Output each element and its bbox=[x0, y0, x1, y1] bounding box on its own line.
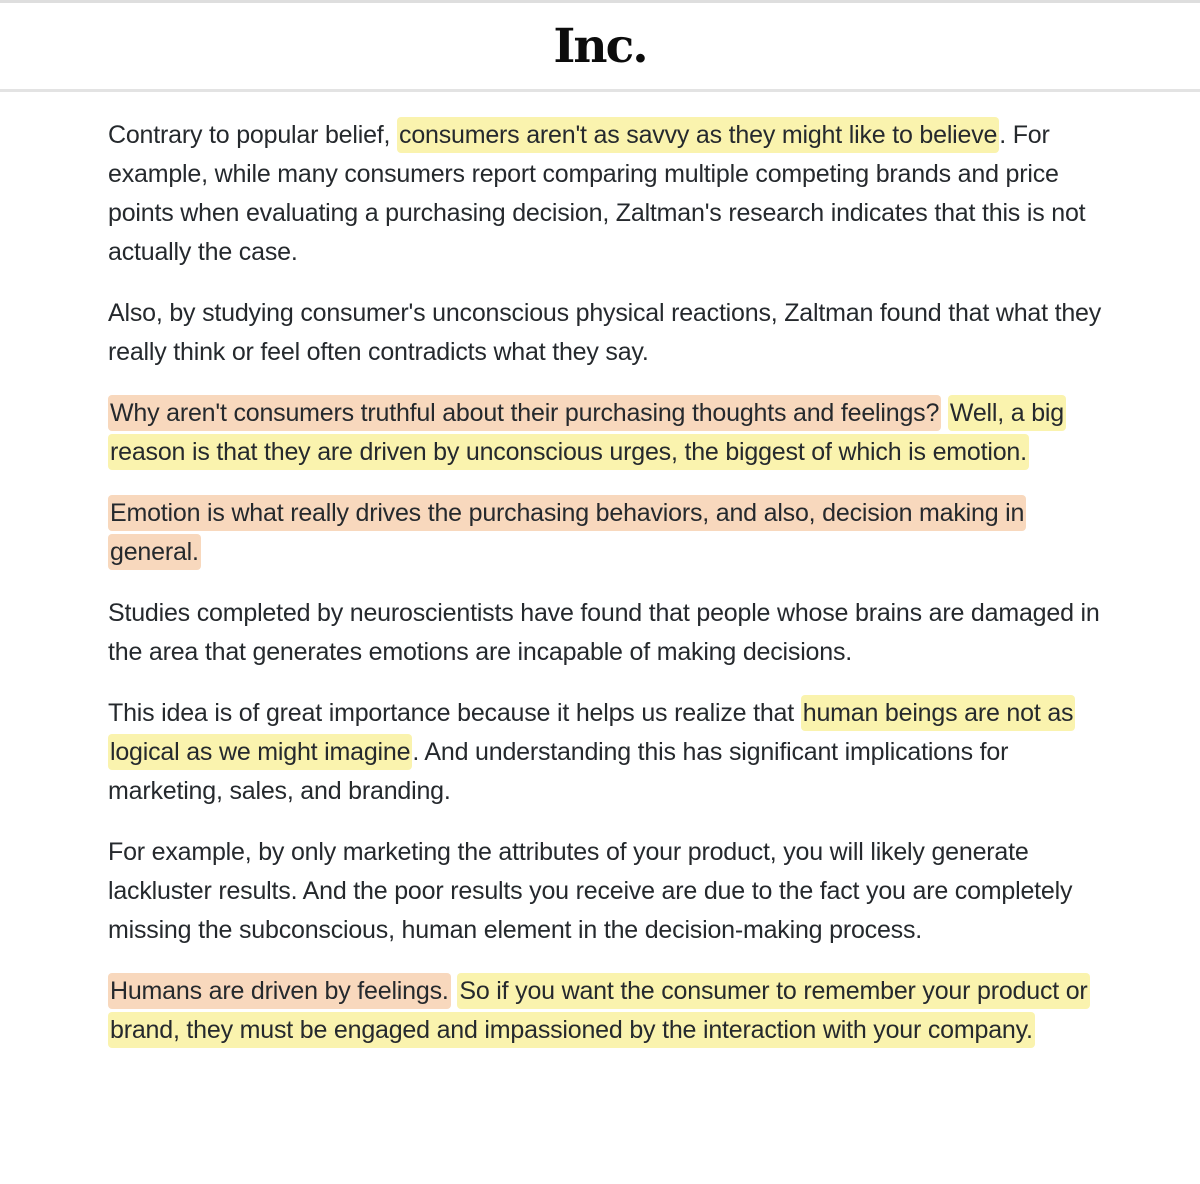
highlighted-segment-yellow: Well, a big reason is that they are driven by unconscious urges, the biggest of which is emotion. bbox=[108, 395, 1066, 470]
text-segment: . For example, while many consumers report comparing multiple competing brands and price points when evaluating a purchasing decision, Zaltman's research indicates that this is not actually the case. bbox=[108, 121, 1086, 266]
paragraph bbox=[108, 394, 1110, 472]
text-segment: Contrary to popular belief, bbox=[108, 121, 398, 149]
paragraph bbox=[108, 116, 1110, 272]
paragraph bbox=[108, 494, 1110, 572]
text-segment bbox=[941, 399, 948, 427]
text-segment: . And understanding this has significant implications for marketing, sales, and branding. bbox=[108, 738, 1009, 805]
text-segment: For example, by only marketing the attributes of your product, you will likely generate lackluster results. And the poor results you receive are due to the fact you are completely missing the subconscious, human element in the decision-making process. bbox=[108, 838, 1073, 944]
text-segment: Studies completed by neuroscientists have found that people whose brains are damaged in the area that generates emotions are incapable of making decisions. bbox=[108, 599, 1100, 666]
paragraph bbox=[108, 594, 1110, 672]
highlighted-segment-yellow: consumers aren't as savvy as they might like to believe bbox=[397, 117, 999, 153]
paragraph bbox=[108, 972, 1110, 1050]
highlighted-segment-yellow: So if you want the consumer to remember your product or brand, they must be engaged and impassioned by the interaction with your company. bbox=[108, 973, 1090, 1048]
paragraph bbox=[108, 294, 1110, 372]
inc-logo[interactable]: Inc. bbox=[553, 18, 647, 74]
highlighted-segment-yellow: human beings are not as logical as we might imagine bbox=[108, 695, 1075, 770]
article-body bbox=[108, 92, 1110, 1050]
text-segment: This idea is of great importance because it helps us realize that bbox=[108, 699, 801, 727]
paragraph bbox=[108, 833, 1110, 950]
highlighted-segment-peach: Humans are driven by feelings. bbox=[108, 973, 451, 1009]
paragraph bbox=[108, 694, 1110, 811]
highlighted-segment-peach: Emotion is what really drives the purchasing behaviors, and also, decision making in general. bbox=[108, 495, 1026, 570]
text-segment: Also, by studying consumer's unconscious physical reactions, Zaltman found that what they really think or feel often contradicts what they say. bbox=[108, 299, 1102, 366]
masthead bbox=[0, 0, 1200, 92]
highlighted-segment-peach: Why aren't consumers truthful about their purchasing thoughts and feelings? bbox=[108, 395, 941, 431]
